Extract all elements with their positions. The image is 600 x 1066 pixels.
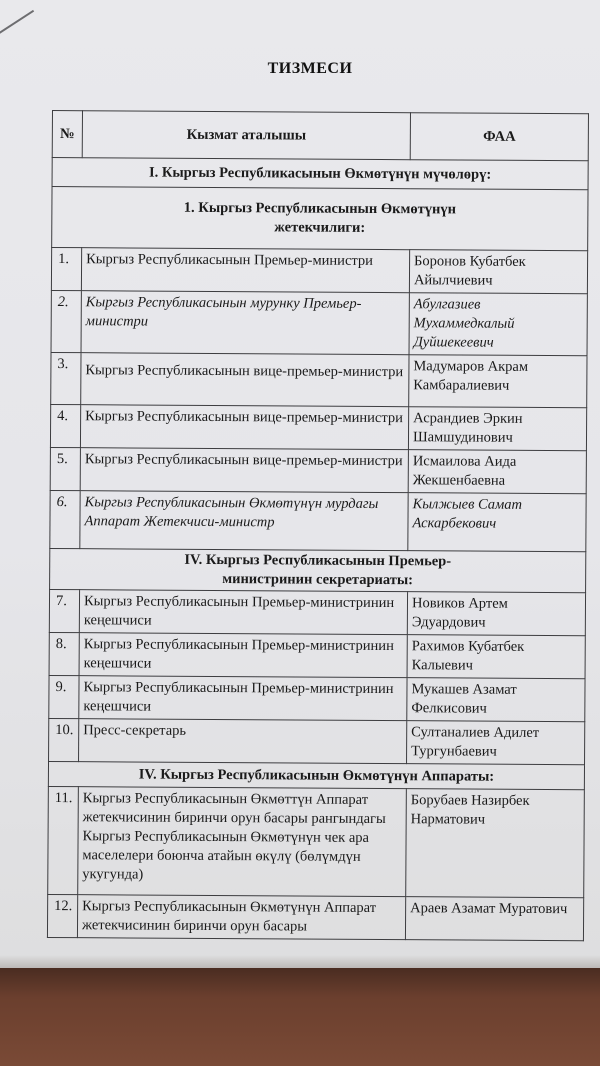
section-heading: IV. Кыргыз Республикасынын Премьер-министринин секретариаты: [50,548,586,592]
row-name: Новиков Артем Эдуардович [407,592,585,636]
row-name: Мадумаров Акрам Камбаралиевич [409,355,587,408]
section-row [52,158,588,190]
row-number: 2. [51,290,81,352]
corner-pen-mark [0,10,34,40]
row-number: 1. [51,248,81,291]
table-row [49,675,585,721]
row-number: 3. [51,352,81,404]
table-row [51,290,587,355]
row-name: Араев Азамат Муратович [405,897,583,941]
row-position: Пресс-секретарь [79,719,407,764]
row-number: 5. [50,447,80,490]
subsection-row [52,187,588,251]
table-row [51,352,587,407]
table-row [50,490,586,551]
row-position: Кыргыз Республикасынын Өкмөттүн Аппарат жетекчисинин биринчи орун басары рангындагы Кыргыз Республикасынын Өкмөтүнүн чек ара маселелери боюнча атайын өкүлү (бөлүмдүн укугунда) [78,787,407,897]
table-row [50,447,586,493]
table-row [49,632,585,678]
row-name: Боронов Кубатбек Айылчиевич [409,250,587,294]
row-position: Кыргыз Республикасынын Премьер-министринин кеңешчиси [79,676,407,721]
row-position: Кыргыз Республикасынын вице-премьер-министри [80,405,408,450]
document-title: ТИЗМЕСИ [267,60,353,77]
table-row [51,248,587,294]
row-number: 12. [47,894,77,937]
section-row [48,761,584,789]
header-num: № [52,111,82,158]
row-number: 10. [49,718,79,761]
row-position: Кыргыз Республикасынын Өкмөтүнүн Аппарат жетекчисинин биринчи орун басары [77,895,405,940]
row-position: Кыргыз Республикасынын мурунку Премьер-министри [81,291,409,355]
row-name: Кылжыев Самат Аскарбекович [408,493,586,552]
row-position: Кыргыз Республикасынын вице-премьер-министри [80,448,408,493]
subsection-heading: 1. Кыргыз Республикасынын Өкмөтүнүн жетекчилиги: [52,187,588,251]
list-table [47,110,589,941]
row-number: 9. [49,675,79,718]
table-row [50,404,586,450]
table-row [49,718,585,764]
desk-surface [0,968,600,1066]
row-number: 6. [50,490,80,548]
table-row [48,786,585,897]
section-heading: I. Кыргыз Республикасынын Өкмөтүнүн мүчөлөрү: [52,158,588,190]
row-name: Рахимов Кубатбек Калыевич [407,635,585,679]
row-position: Кыргыз Республикасынын Премьер-министри [81,248,409,293]
table-row [47,894,583,940]
row-position: Кыргыз Республикасынын вице-премьер-министри [81,353,409,407]
table-row [49,589,585,635]
row-name: Асрандиев Эркин Шамшудинович [408,407,586,451]
row-name: Султаналиев Адилет Тургунбаевич [407,721,585,765]
row-position: Кыргыз Республикасынын Премьер-министринин кеңешчиси [79,633,407,678]
header-name: ФАА [410,113,588,161]
row-name: Абулгазиев Мухаммедкалый Дуйшекеевич [409,293,587,356]
row-number: 4. [50,404,80,447]
row-name: Борубаев Назирбек Нарматович [406,789,585,898]
row-number: 8. [49,632,79,675]
section-heading: IV. Кыргыз Республикасынын Өкмөтүнүн Аппараты: [48,761,584,789]
row-name: Исмаилова Аида Жекшенбаевна [408,450,586,494]
row-position: Кыргыз Республикасынын Өкмөтүнүн мурдагы Аппарат Жетекчиси-министр [80,491,408,551]
row-number: 7. [49,589,79,632]
section-row [50,548,586,592]
header-position: Кызмат аталышы [82,111,410,160]
row-position: Кыргыз Республикасынын Премьер-министринин кеңешчиси [79,590,407,635]
row-name: Мукашев Азамат Фелкисович [407,678,585,722]
table-header-row [52,111,588,161]
row-number: 11. [48,786,79,894]
